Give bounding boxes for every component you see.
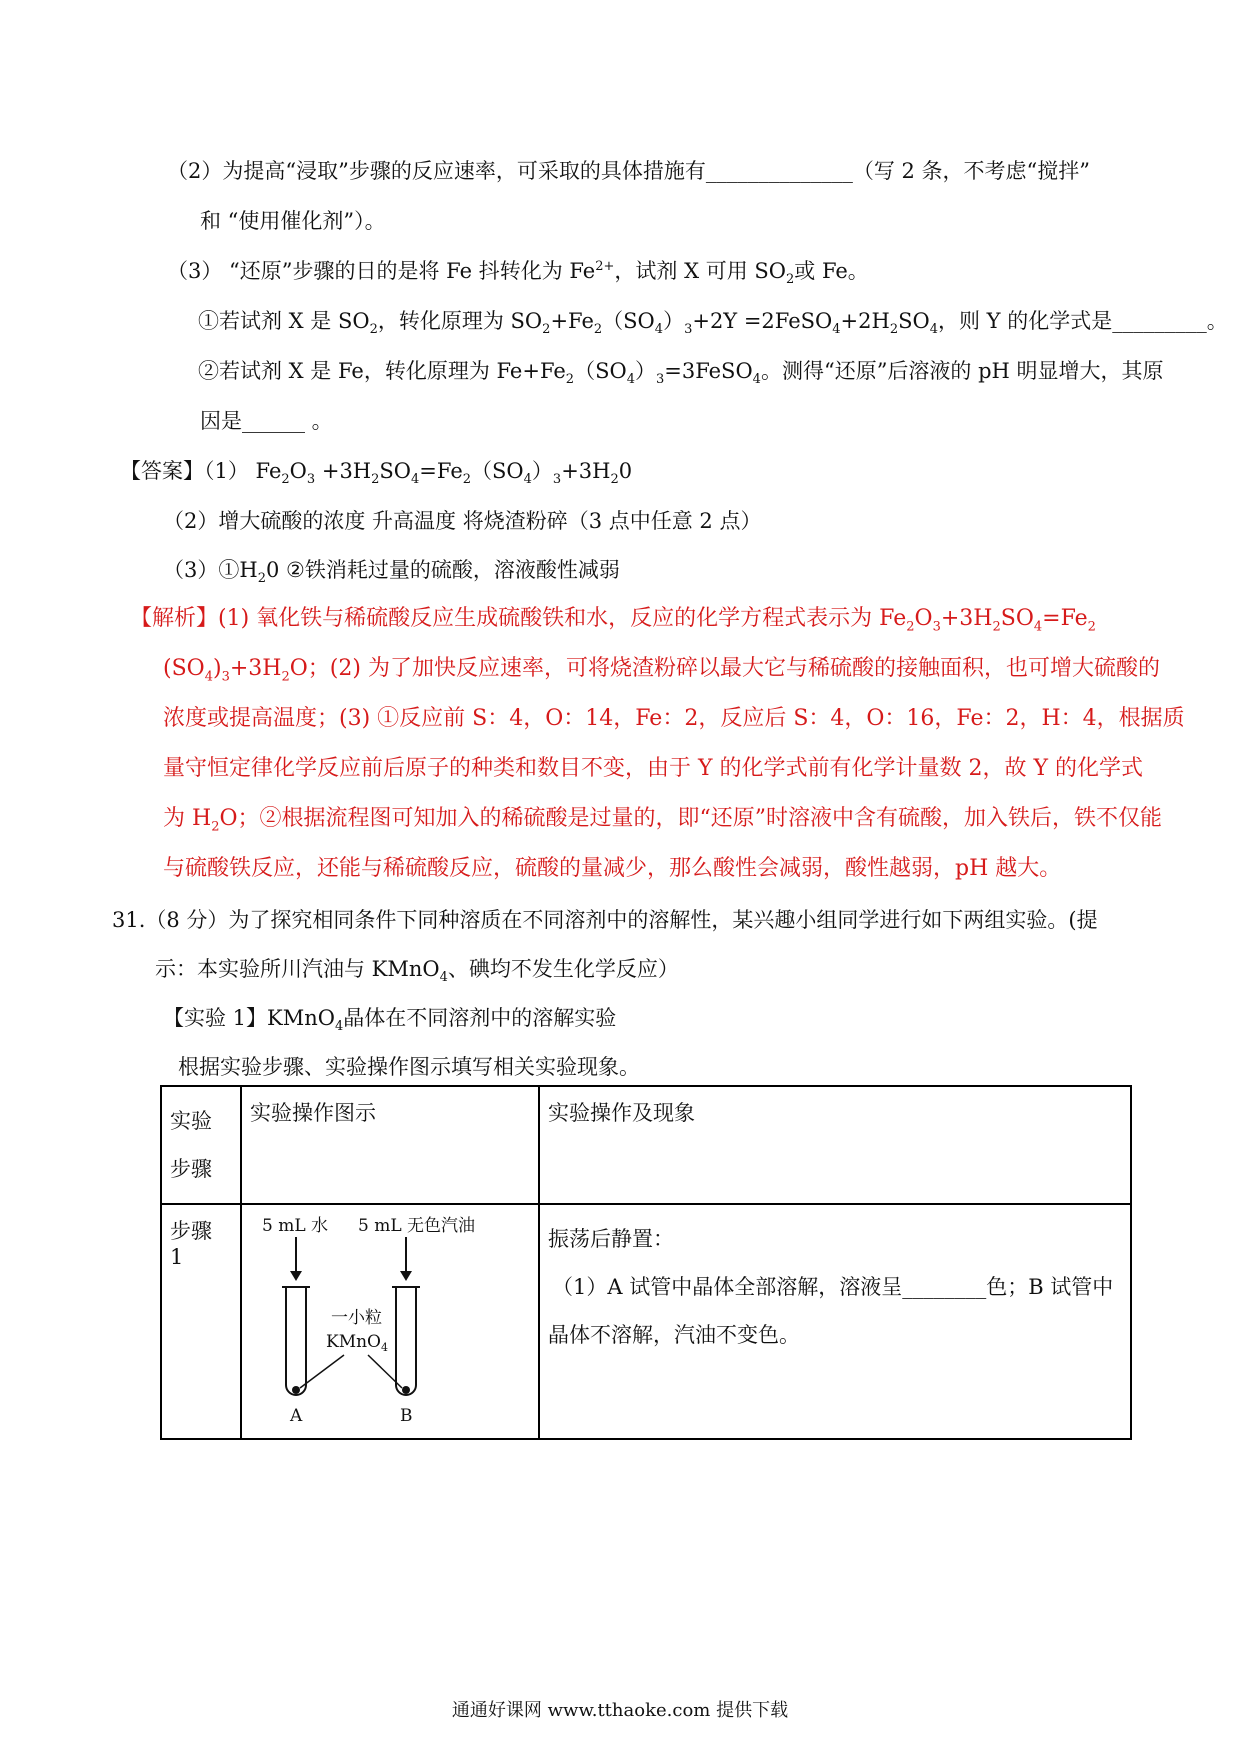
label-kmno4: KMnO$_4$ (326, 1332, 388, 1354)
answer-line-2: （2）增大硫酸的浓度 升高温度 将烧渣粉碎（3 点中任意 2 点） (163, 509, 762, 533)
question-3-item-2: ②若试剂 X 是 Fe，转化原理为 $Fe+Fe_2(SO_4)_3=3FeSO_4$。测得“还原”后溶液的 pH 明显增大，其原 (198, 359, 1164, 388)
experiment-figure (241, 1204, 539, 1439)
experiment-instruction: 根据实验步骤、实验操作图示填写相关实验现象。 (178, 1055, 640, 1079)
row-observation: 振荡后静置： （1）A 试管中晶体全部溶解，溶液呈________色；B 试管中 晶体不溶解，汽油不变色。 (539, 1204, 1131, 1439)
header-step: 实验 步骤 (161, 1086, 241, 1204)
row-step-label: 步骤 1 (161, 1204, 241, 1439)
header-observation: 实验操作及现象 (539, 1086, 1131, 1204)
table-header-row (161, 1086, 1131, 1204)
header-figure: 实验操作图示 (241, 1086, 539, 1204)
question-3-intro: （3） “还原”步骤的日的是将 Fe 抖转化为 $Fe^{2+}$，试剂 X 可用 $SO_2$或 Fe。 (167, 259, 869, 288)
question-3-item-2-line-2: 因是______ 。 (200, 409, 333, 433)
analysis-line-2: $(SO_4)_3+3H_2O$；(2) 为了加快反应速率，可将烧渣粉碎以最大它与稀硫酸的接触面积，也可增大硫酸的 (163, 656, 1160, 685)
table-row (161, 1204, 1131, 1439)
question-2-line-1: （2）为提高“浸取”步骤的反应速率，可采取的具体措施有______________（写 2 条，不考虑“搅拌” (167, 159, 1091, 183)
arrow-head-b (400, 1271, 412, 1281)
question-3-item-1: ①若试剂 X 是 $SO_2$，转化原理为 $SO_2+Fe_2(SO_4)_3+2Y$ $=2FeSO_4+2H_2SO_4$，则 Y 的化学式是_________。 (198, 309, 1228, 338)
answer-label: 【答案】 (120, 459, 204, 483)
label-grain: 一小粒 (331, 1308, 382, 1328)
answer-line-1: 【答案】（1） $Fe_2O_3 +3H_2SO_4=Fe_2(SO_4)_3+3H_20$ (120, 459, 633, 488)
experiment-table (160, 1085, 1132, 1440)
test-tube-a (286, 1287, 306, 1395)
crystal-a (292, 1386, 300, 1394)
question-31-line-1: 31.（8 分）为了探究相同条件下同种溶质在不同溶剂中的溶解性，某兴趣小组同学进行如下两组实验。(提 (112, 908, 1098, 932)
label-tube-a: A (290, 1406, 303, 1426)
answer-line-3: $(3)①H_20$ ②铁消耗过量的硫酸，溶液酸性减弱 (163, 558, 620, 587)
question-2-line-2: 和 “使用催化剂”）。 (200, 209, 386, 233)
page-footer: 通通好课网 www.tthaoke.com 提供下载 (451, 1700, 789, 1721)
crystal-b (402, 1386, 410, 1394)
label-water: 5 mL 水 (262, 1216, 329, 1236)
label-gasoline: 5 mL 无色汽油 (358, 1216, 476, 1236)
test-tubes-figure (246, 1209, 528, 1429)
arrow-head-a (290, 1271, 302, 1281)
label-tube-b: B (400, 1406, 413, 1426)
experiment-1-heading: 【实验 1】KMnO$_4$晶体在不同溶剂中的溶解实验 (163, 1006, 617, 1035)
test-tube-b (396, 1287, 416, 1395)
analysis-line-6: 与硫酸铁反应，还能与稀硫酸反应，硫酸的量减少，那么酸性会减弱，酸性越弱，pH 越大。 (163, 856, 1062, 881)
analysis-line-3: 浓度或提高温度；(3) ①反应前 S：4，O：14，Fe：2，反应后 S：4，O：16，Fe：2，H：4，根据质 (163, 706, 1185, 731)
question-31-line-2: 示：本实验所川汽油与 KMnO$_4$、碘均不发生化学反应） (155, 957, 679, 986)
analysis-line-5: 为 $H_2O$；②根据流程图可知加入的稀硫酸是过量的，即“还原”时溶液中含有硫酸，加入铁后，铁不仅能 (163, 806, 1163, 835)
analysis-line-4: 量守恒定律化学反应前后原子的种类和数目不变，由于 Y 的化学式前有化学计量数 2，故 Y 的化学式 (163, 756, 1144, 781)
analysis-line-1: 【解析】(1) 氧化铁与稀硫酸反应生成硫酸铁和水，反应的化学方程式表示为 $Fe_2O_3+3H_2SO_4=Fe_2$ (130, 606, 1096, 635)
